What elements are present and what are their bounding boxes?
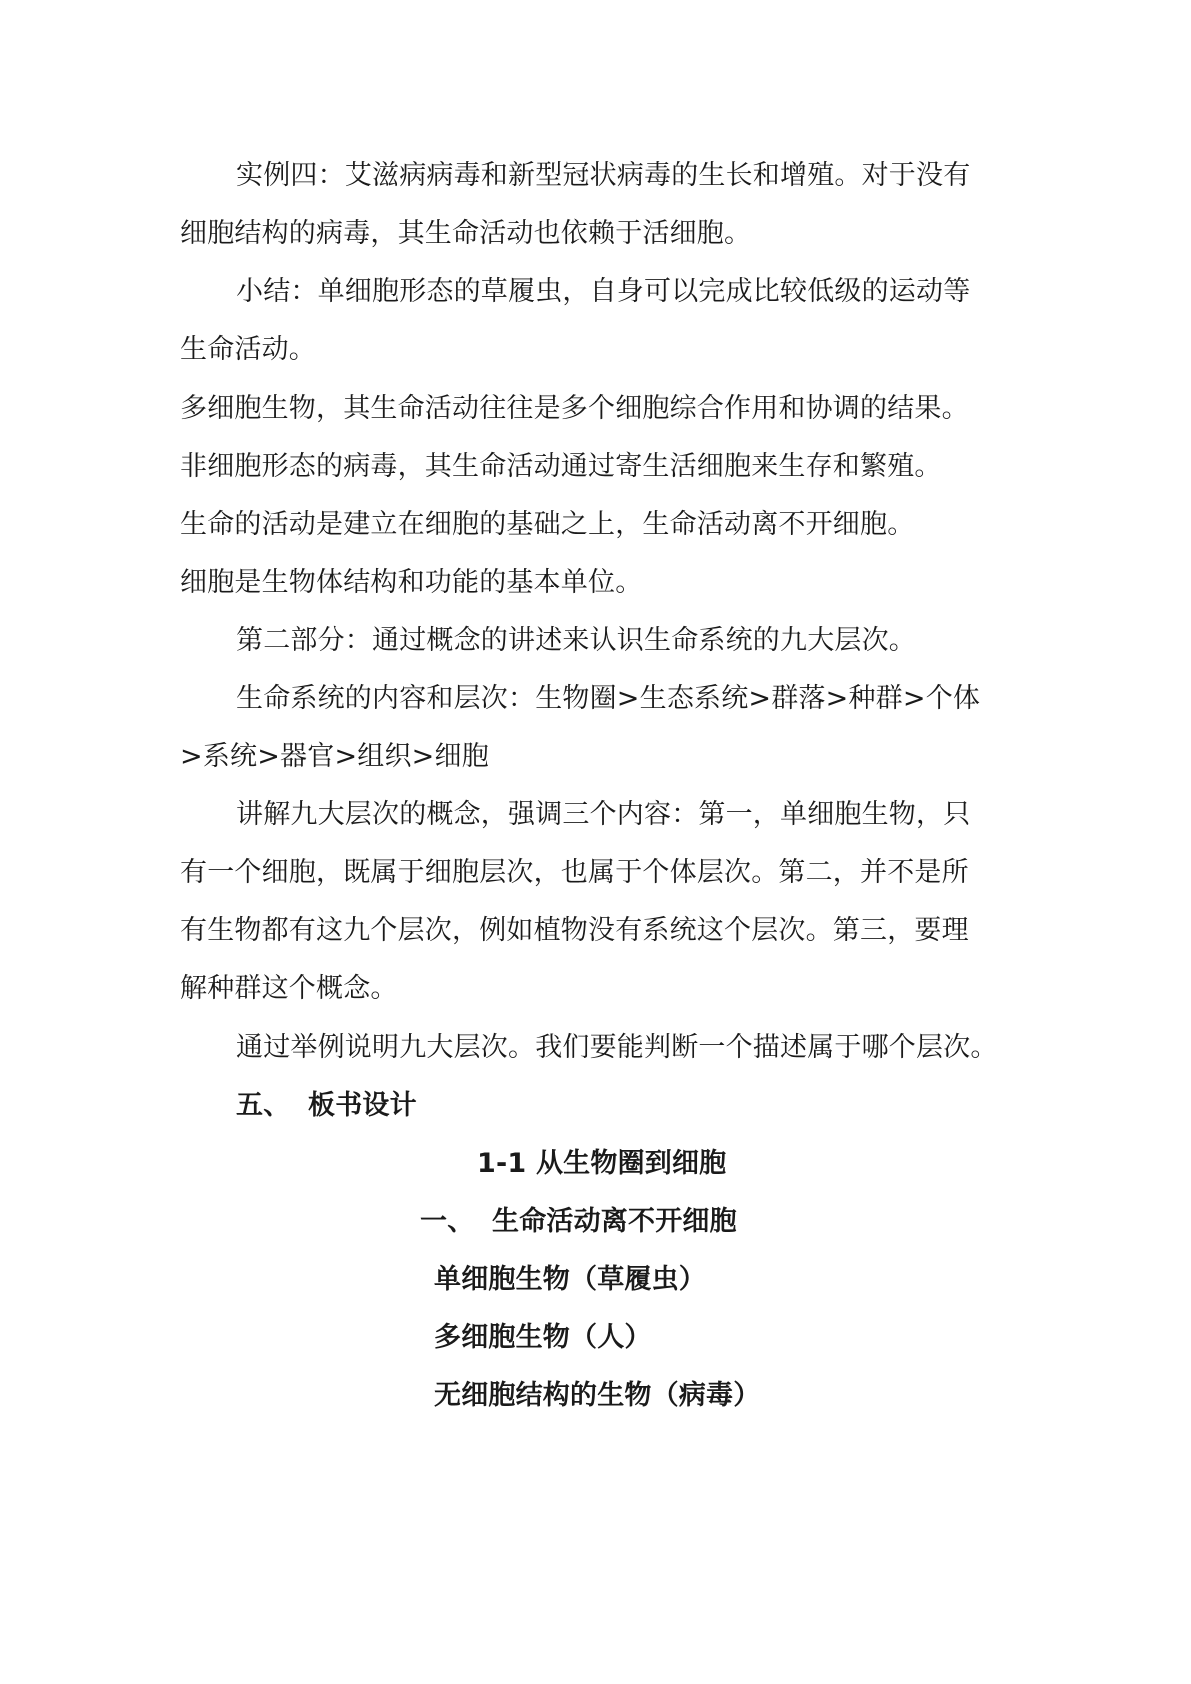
paragraph-summary-line-1: 小结：单细胞形态的草履虫，自身可以完成比较低级的运动等 (236, 276, 971, 307)
paragraph-life-activity: 生命的活动是建立在细胞的基础之上，生命活动离不开细胞。 (180, 509, 915, 540)
paragraph-levels-line-2: >系统>器官>组织>细胞 (180, 741, 489, 772)
paragraph-cell-unit: 细胞是生物体结构和功能的基本单位。 (180, 567, 643, 598)
board-title: 1-1 从生物圈到细胞 (477, 1148, 727, 1179)
paragraph-explain-line-2: 有一个细胞，既属于细胞层次，也属于个体层次。第二，并不是所 (180, 857, 969, 888)
paragraph-virus: 非细胞形态的病毒，其生命活动通过寄生活细胞来生存和繁殖。 (180, 451, 942, 482)
board-subheading-title: 生命活动离不开细胞 (492, 1206, 737, 1237)
paragraph-examples: 通过举例说明九大层次。我们要能判断一个描述属于哪个层次。 (236, 1032, 998, 1063)
board-subheading (420, 1202, 737, 1242)
board-item-multicellular: 多细胞生物（人） (434, 1322, 652, 1353)
paragraph-summary-line-2: 生命活动。 (180, 334, 316, 365)
paragraph-explain-line-3: 有生物都有这九个层次，例如植物没有系统这个层次。第三，要理 (180, 915, 969, 946)
paragraph-levels-line-1: 生命系统的内容和层次：生物圈>生态系统>群落>种群>个体 (236, 683, 981, 714)
section-five-heading (236, 1086, 417, 1126)
board-subheading-number: 一、 (420, 1206, 475, 1237)
section-five-title: 板书设计 (308, 1090, 417, 1121)
paragraph-explain-line-1: 讲解九大层次的概念，强调三个内容：第一，单细胞生物，只 (236, 799, 971, 830)
paragraph-multicellular: 多细胞生物，其生命活动往往是多个细胞综合作用和协调的结果。 (180, 393, 969, 424)
section-five-number: 五、 (236, 1090, 291, 1121)
paragraph-example-four-line-2: 细胞结构的病毒，其生命活动也依赖于活细胞。 (180, 218, 752, 249)
board-item-unicellular: 单细胞生物（草履虫） (434, 1264, 706, 1295)
paragraph-part-two: 第二部分：通过概念的讲述来认识生命系统的九大层次。 (236, 625, 916, 656)
paragraph-example-four-line-1: 实例四：艾滋病病毒和新型冠状病毒的生长和增殖。对于没有 (236, 160, 971, 191)
board-item-acellular: 无细胞结构的生物（病毒） (434, 1380, 761, 1411)
paragraph-explain-line-4: 解种群这个概念。 (180, 973, 398, 1004)
